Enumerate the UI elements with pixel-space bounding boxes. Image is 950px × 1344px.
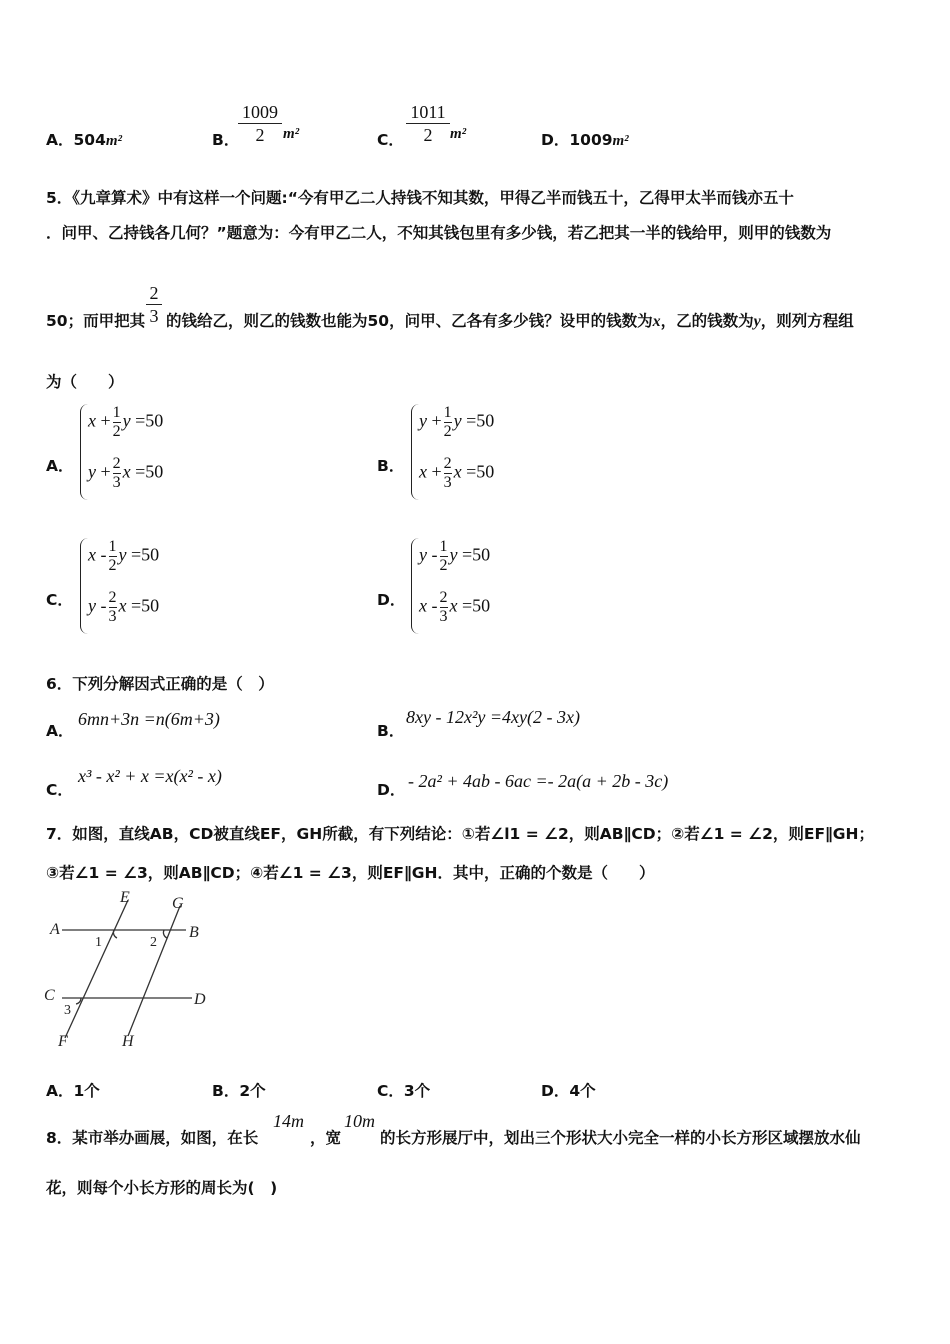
q6-option-d-label: D． [377,781,406,799]
q5-option-c-row-2: y - $\frac{2}{3}$ x =50 [88,589,160,625]
q7-option-c: C．3个 [377,1082,431,1100]
option-label: D． [541,131,570,149]
line-gh [128,906,180,1036]
q4-option-b-unit: m² [283,126,300,142]
fraction-numerator: 1011 [410,102,446,122]
line-ef [65,900,128,1038]
label-h: H [122,1033,134,1050]
label-a: A [50,921,60,938]
q5-line-3d: ，则列方程组 [760,312,854,330]
angle-label-2: 2 [150,935,157,950]
q5-option-c-row-1: x - $\frac{1}{2}$ y =50 [88,538,160,574]
q7-line-2: ③若∠1 = ∠3，则AB∥CD；④若∠1 = ∠3，则EF∥GH．其中，正确的个数是（ ） [46,864,655,882]
q5-option-b-label: B． [377,457,405,475]
q5-line-3a: 50；而甲把其 [46,312,146,330]
label-f: F [58,1033,68,1050]
q4-option-c-fraction [406,103,450,144]
q5-option-a-row-1: x + $\frac{1}{2}$ y =50 [88,404,164,440]
q4-option-a [46,128,122,150]
q6-option-d-expr: - 2a² + 4ab - 6ac =- 2a(a + 2b - 3c) [408,771,669,791]
q5-option-a-row-2: y + $\frac{2}{3}$ x =50 [88,455,164,491]
label-g: G [172,895,184,912]
q7-line-1: 7．如图，直线AB，CD被直线EF，GH所截，有下列结论：①若∠l1 = ∠2，则AB∥CD；②若∠1 = ∠2，则EF∥GH； [46,825,874,843]
q5-line-3c: ，乙的钱数为 [660,312,754,330]
q8-line-1b: ，宽 [310,1129,342,1147]
var-x: x [652,313,661,330]
fraction-numerator: 1009 [242,102,278,122]
q5-line-3 [166,309,854,331]
fraction-denominator: 2 [255,125,265,145]
q6-stem: 6．下列分解因式正确的是（ ） [46,675,274,693]
q8-line-1c: 的长方形展厅中，划出三个形状大小完全一样的小长方形区域摆放水仙 [380,1129,861,1147]
option-unit: m² [612,133,629,149]
fraction-numerator: 2 [149,283,159,303]
q5-option-b-row-2: x + $\frac{2}{3}$ x =50 [419,455,495,491]
q6-option-c-expr: x³ - x² + x =x(x² - x) [78,766,222,786]
q7-figure [40,888,220,1058]
q8-width: 10m [344,1111,375,1131]
q8-line-1a: 8．某市举办画展，如图，在长 [46,1129,259,1147]
q5-option-d-row-1: y - $\frac{1}{2}$ y =50 [419,538,491,574]
option-value: 1009 [569,131,613,149]
option-value: 504 [73,131,106,149]
angle-label-3: 3 [64,1003,71,1018]
q5-option-c-label: C． [46,591,73,609]
option-label: A． [46,131,74,149]
option-unit: m² [105,133,123,149]
angle-2-arc [163,930,167,938]
q4-option-b-label: B． [212,131,240,149]
fraction-denominator: 3 [149,306,159,326]
q6-option-a-expr: 6mn+3n =n(6m+3) [78,709,220,729]
q7-option-a: A．1个 [46,1082,100,1100]
q5-line-1: 5．《九章算术》中有这样一个问题:“今有甲乙二人持钱不知其数，甲得乙半而钱五十，乙得甲太半而钱亦五十 [46,189,794,207]
q5-option-d-row-2: x - $\frac{2}{3}$ x =50 [419,589,491,625]
q4-option-c-label: C． [377,131,404,149]
angle-label-1: 1 [95,935,102,950]
label-b: B [189,924,199,941]
q5-fraction [146,284,162,325]
q6-option-c-label: C． [46,781,73,799]
q5-option-b-row-1: y + $\frac{1}{2}$ y =50 [419,404,495,440]
q5-line-3b: 的钱给乙，则乙的钱数也能为50，问甲、乙各有多少钱？设甲的钱数为 [166,312,653,330]
q8-line-2: 花，则每个小长方形的周长为( ) [46,1179,278,1197]
label-c: C [44,987,55,1004]
q6-option-b-label: B． [377,722,405,740]
angle-1-arc [113,930,117,938]
q5-option-d-label: D． [377,591,406,609]
q7-option-d: D．4个 [541,1082,596,1100]
q5-option-a-label: A． [46,457,74,475]
q4-option-b-fraction [238,103,282,144]
q7-option-b: B．2个 [212,1082,266,1100]
q4-option-d [541,128,629,150]
q4-option-c-unit: m² [450,126,467,142]
q6-option-a-label: A． [46,722,74,740]
label-e: E [120,889,130,906]
label-d: D [194,991,206,1008]
fraction-denominator: 2 [423,125,433,145]
q5-line-2: ．问甲、乙持钱各几何？”题意为：今有甲乙二人，不知其钱包里有多少钱，若乙把其一半的钱给甲，则甲的钱数为 [46,224,832,242]
var-y: y [753,313,761,330]
q8-length: 14m [273,1111,304,1131]
q5-line-4: 为（ ） [46,373,124,391]
q6-option-b-expr: 8xy - 12x²y =4xy(2 - 3x) [406,707,580,727]
